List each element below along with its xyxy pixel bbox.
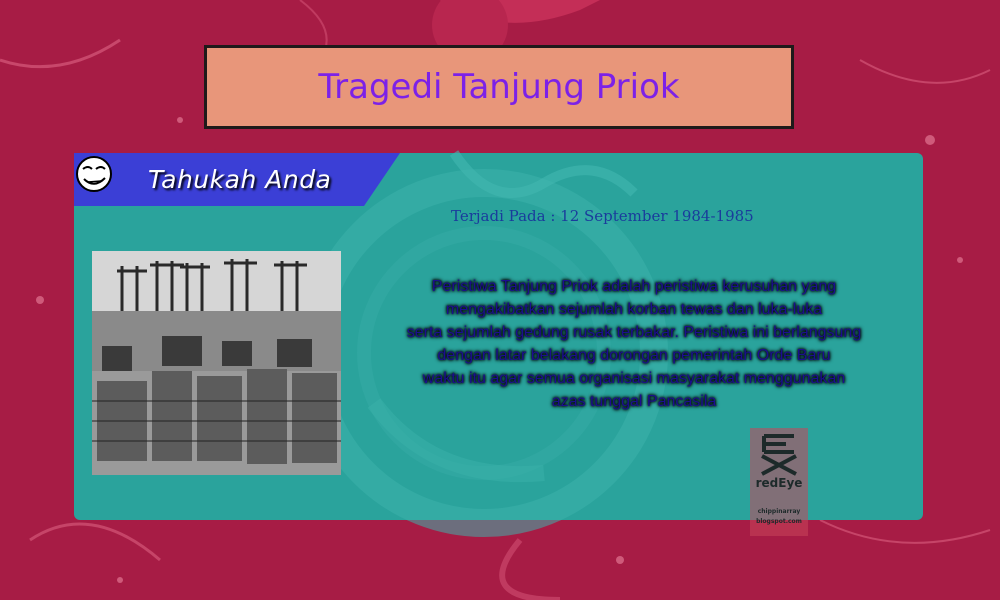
logo-line-2: chippinarray — [757, 508, 801, 515]
description-line: azas tunggal Pancasila — [551, 393, 717, 410]
description-line: serta sejumlah gedung rusak terbakar. Peristiwa ini berlangsung — [406, 324, 862, 341]
event-date: Terjadi Pada : 12 September 1984-1985 — [451, 207, 754, 225]
tab-tahukah-anda — [74, 153, 400, 206]
description-line: waktu itu agar semua organisasi masyarakat menggunakan — [422, 370, 846, 387]
redeye-logo-icon — [750, 430, 808, 476]
title-banner — [204, 45, 794, 129]
logo-line-3: blogspot.com — [756, 518, 802, 525]
page-title: Tragedi Tanjung Priok — [318, 67, 680, 107]
event-description — [364, 275, 904, 413]
port-container-cranes-photo — [92, 251, 341, 475]
tab-label: Tahukah Anda — [148, 165, 332, 194]
description-line: dengan latar belakang dorongan pemerintah Orde Baru — [437, 347, 831, 364]
redeye-watermark-logo — [750, 428, 808, 536]
description-line: mengakibatkan sejumlah korban tewas dan luka-luka — [445, 301, 823, 318]
description-line: Peristiwa Tanjung Priok adalah peristiwa kerusuhan yang — [431, 278, 837, 295]
info-panel — [74, 153, 923, 525]
logo-line-1: redEye — [755, 476, 803, 490]
troll-face-icon — [74, 153, 114, 193]
